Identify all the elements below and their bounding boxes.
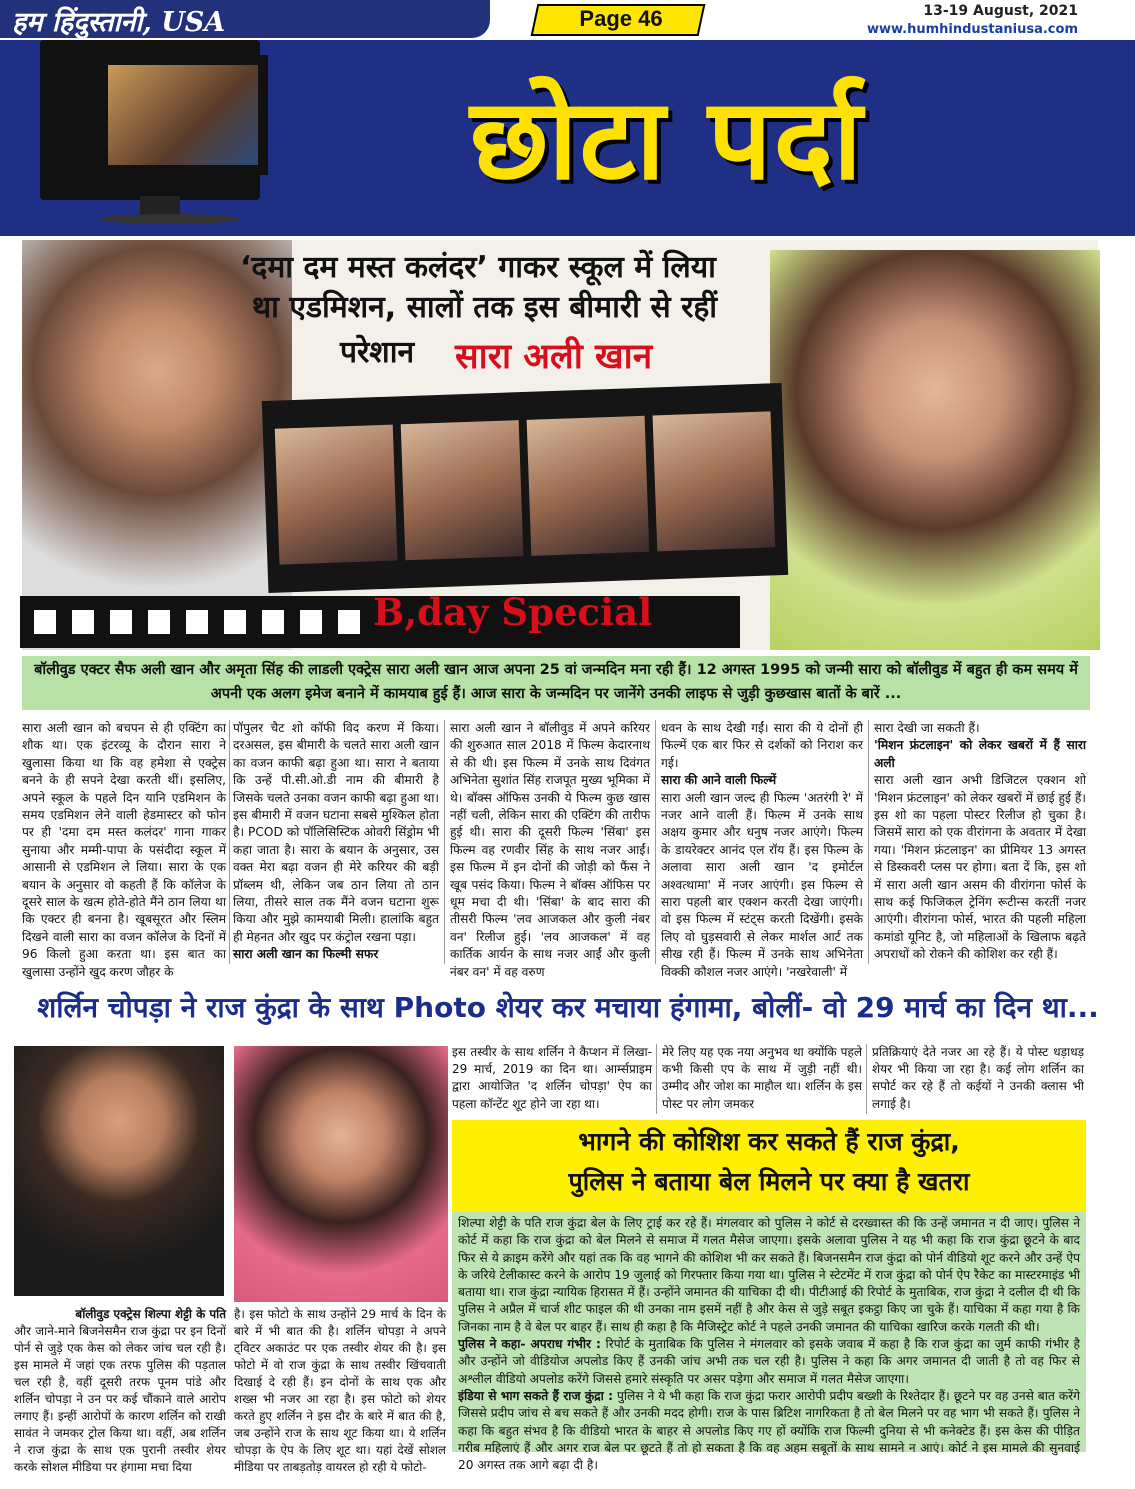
- story2-column-5: प्रतिक्रियाएं देते नजर आ रहे हैं। ये पोस्ट धड़ाधड़ शेयर भी किया जा रहा है। कई लोग शर्लिन का सपोर्ट कर रहे हैं तो कईयों ने उनकी क्लास भी लगाई है।: [872, 1045, 1084, 1111]
- story3-paragraph-1: शिल्पा शेट्टी के पति राज कुंद्रा बेल के लिए ट्राई कर रहे हैं। मंगलवार को पुलिस ने कोर्ट से दरख्वास्त की कि उन्हें जमानत न दी जाए। पुलिस ने कोर्ट में कहा कि राज कुंद्रा को बेल मिलने से समाज में गलत मैसेज जाएगा। इसके अलावा पुलिस ने यह भी कहा कि राज कुंद्रा छूटने के बाद फिर से ये क्राइम करेंगे और यहां तक कि वह भागने की कोशिश भी कर सकते हैं। बिजनसमैन राज कुंद्रा को पोर्न वीडियो शूट करने और उन्हें ऐप के जरिये टेलीकास्ट करने के आरोप 19 जुलाई को गिरफ्तार किया गया था। पुलिस ने स्टेटमेंट में राज कुंद्रा को पोर्न ऐप रैकेट का मास्टरमाइंड भी बताया था। राज कुंद्रा न्यायिक हिरासत में हैं। उन्होंने जमानत की याचिका दी थी। पीटीआई की रिपोर्ट के मुताबिक, राज कुंद्रा ने दलील दी थी कि पुलिस ने अप्रैल में चार्ज शीट फाइल की थी उनका नाम इसमें नहीं है और केस से जुड़े सबूत इकट्ठा किए जा चुके हैं। याचिका में कहा गया है कि जिनका नाम है वे बेल पर बाहर हैं। साथ ही कहा है कि मैजिस्ट्रेट कोर्ट ने पहले उनकी जमानत की याचिका खारिज करके गलती की थी।: [458, 1216, 1080, 1334]
- story2-column-4: मेरे लिए यह एक नया अनुभव था क्योंकि पहले कभी किसी एप के साथ में जुड़ी नहीं थी। उम्मीद और जोश का माहौल था। शर्लिन के इस पोस्ट पर लोग जमकर: [662, 1045, 862, 1111]
- story3-paragraph-2: [458, 1336, 1080, 1388]
- paragraph-text: पुलिस ने ये भी कहा कि राज कुंद्रा फरार आरोपी प्रदीप बख्शी के रिश्तेदार हैं। छूटने पर वह उनसे बात करेंगे जिससे प्रदीप जांच से बच सकते हैं और उनकी मदद होगी। राज के पास ब्रिटिश नागरिकता है तो बेल मिलने पर वह भाग भी सकते हैं। पुलिस ने कहा कि बहुत संभव है कि वीडियो भारत के बाहर से अपलोड किए गए हों क्योंकि राज फिल्मी दुनिया से भी कनेक्टेड हैं। इस केस की पीड़ित गरीब महिलाएं हैं और अगर राज बेल पर छूटते हैं तो हो सकता है कि वह अहम सबूतों के साथ सामने न आएं। कोर्ट ने इस मामले की सुनवाई 20 अगस्त तक आगे बढ़ा दी है।: [458, 1388, 1080, 1473]
- film-frame: [401, 420, 524, 560]
- feature-intro: बॉलीवुड एक्टर सैफ अली खान और अमृता सिंह की लाडली एक्ट्रेस सारा अली खान आज अपना 25 वां जन्मदिन मना रही हैं। 12 अगस्त 1995 को जन्मी सारा को बॉलीवुड में बहुत ही कम समय में अपनी एक अलग इमेज बनाने में कामयाब हुई हैं। आज सारा के जन्मदिन पर जानेंगे उनकी लाइफ से जुड़ी कुछखास बातों के बारें ...: [22, 656, 1090, 710]
- tv-base: [100, 214, 240, 224]
- page-number: Page 46: [579, 6, 663, 31]
- story2-headline: शर्लिन चोपड़ा ने राज कुंद्रा के साथ Photo शेयर कर मचाया हंगामा, बोलीं- वो 29 मार्च का दिन था...: [37, 991, 1099, 1024]
- feature-column-3: सारा अली खान ने बॉलीवुड में अपने करियर की शुरुआत साल 2018 में फिल्म केदारनाथ से की थी। इस फिल्म में उनके साथ दिवंगत अभिनेता सुशांत सिंह राजपूत मुख्य भूमिका में थे। बॉक्स ऑफिस उनकी ये फिल्म कुछ खास नहीं चली, लेकिन सारा की एक्टिंग की तारीफ हुई थी। सारा की दूसरी फिल्म 'सिंबा' इस फिल्म वह रणवीर सिंह के साथ नजर आईं। इस फिल्म में इन दोनों की जोड़ी को फैंस ने खूब पसंद किया। फिल्म ने बॉक्स ऑफिस पर धूम मचा दी थी। 'सिंबा' के बाद सारा की तीसरी फिल्म 'लव आजकल और कुली नंबर वन' रिलीज हुई। 'लव आजकल' में वह कार्तिक आर्यन के साथ नजर आईं और कुली नंबर वन' में वह वरुण: [450, 721, 650, 979]
- column-text: पॉपुलर चैट शो कॉफी विद करण में किया। दरअसल, इस बीमारी के चलते सारा अली खान का वजन काफी बढ़ा हुआ था। सारा ने बताया कि उन्हें पी.सी.ओ.डी नाम की बीमारी है जिसके चलते उनका वजन काफी बढ़ा हुआ था। इस बीमारी में वजन घटाना सबसे मुश्किल होता है। PCOD को पॉलिसिस्टिक ओवरी सिंड्रोम भी कहा जाता है। सारा के बयान के अनुसार, उस वक्त मेरा बढ़ा वजन ही मेरे करियर की बड़ी प्रॉब्लम थी, लेकिन जब ठान लिया तो ठान लिया, तीसरे साल तक मैंने वजन घटाना शुरू किया और मुझे कामयाबी मिली। हालांकि बहुत ही मेहनत और खुद पर कंट्रोल रखना पड़ा।: [233, 721, 439, 944]
- column-text: सारा अली खान जल्द ही फिल्म 'अतरंगी रे' में नजर आने वाली हैं। फिल्म में उनके साथ अक्षय कुमार और धनुष नजर आएंगे। फिल्म के डायरेक्टर आनंद एल रॉय हैं। इस फिल्म के अलावा सारा अली खान 'द इमोर्टल अश्वत्थामा' में नजर आएंगी। इस फिल्म से सारा पहली बार एक्शन करती देखा जाएंगी। वो इस फिल्म में स्टंट्स करती दिखेंगी। इसके लिए वो घुड़सवारी से लेकर मार्शल आर्ट तक सीख रही हैं। फिल्म में उनके साथ अभिनेता विक्की कौशल नजर आएंगे। 'नखरेवाली' में: [661, 790, 863, 979]
- masthead-brand: हम हिंदुस्तानी, USA: [0, 0, 490, 38]
- column-subheading: सारा अली खान का फिल्मी सफर: [233, 947, 379, 962]
- film-frame: [527, 416, 650, 556]
- section-title: छोटा पर्दा: [470, 75, 865, 205]
- headline-line-3: परेशान: [340, 335, 415, 370]
- column-text: सारा देखी जा सकती हैं।: [874, 721, 980, 735]
- issue-date: 13-19 August, 2021: [923, 3, 1078, 19]
- paragraph-text: रिपोर्ट के मुताबिक कि पुलिस ने मंगलवार को इसके जवाब में कहा है कि राज कुंद्रा का जुर्म काफी गंभीर है और उन्होंने जो वीडियोज अपलोड किए हैं उनकी जांच अभी तक चल रही है। पुलिस ने कहा कि अगर जमानत दी जाती है तो वह फिर से अश्लील वीडियो अपलोड करेंगे जिससे हमारे संस्कृति पर असर पड़ेगा और समाज में गलत मैसेज जाएगा।: [458, 1337, 1081, 1386]
- story3-body: [452, 1212, 1086, 1473]
- photo-sherlyn-chopra: [234, 1046, 448, 1302]
- story2-column-1: [14, 1306, 226, 1476]
- story3-headline-line-2: पुलिस ने बताया बेल मिलने पर क्या है खतरा: [568, 1167, 970, 1196]
- headline-line-1: ‘दमा दम मस्त कलंदर’ गाकर स्कूल में लिया: [240, 250, 716, 285]
- film-reel-collage: [262, 383, 788, 593]
- film-frame: [653, 411, 776, 551]
- story3-headline: [452, 1122, 1086, 1202]
- feature-column-2: [233, 720, 439, 964]
- feature-column-1: सारा अली खान को बचपन से ही एक्टिंग का शौक था। एक इंटरव्यू के दौरान सारा ने खुलासा किया था कि वह हमेशा से एक्ट्रेस बनने के ही सपने देखा करती थीं। इसलिए, अपने स्कूल के पहले दिन यानि एडमिशन के समय एडमिशन लेने वाली हेडमास्टर को फोन पर ही 'दमा दम मस्त कलंदर' गाना गाकर सुनाया और मम्मी-पापा के पसंदीदा स्कूल में आसानी से एडमिशन ले लिया। सारा के एक बयान के अनुसार वो कहती हैं कि कॉलेज के दूसरे साल के खत्म होते-होते मैंने ठान लिया था कि एक्टर ही बनना है। खूबसूरत और स्लिम दिखने वाली सारा का वजन कॉलेज के दिनों में 96 किलो हुआ करता था। इस बात का खुलासा उन्होंने खुद करण जौहर के: [22, 721, 226, 979]
- feature-column-4: [661, 720, 863, 981]
- photo-raj-kundra: [14, 1046, 224, 1296]
- column-text: और जाने-माने बिजनेसमैन राज कुंद्रा पर इन दिनों पोर्न से जुड़े एक केस को लेकर जांच चल रही है। इस मामले में जहां एक तरफ पुलिस की पड़ताल चल रही है, वहीं दूसरी तरफ पूनम पांडे और शर्लिन चोपड़ा ने उन पर कई चौंकाने वाले आरोप लगाए हैं। इन्हीं आरोपों के कारण शर्लिन को राखी सावंत ने जमकर ट्रोल किया था। वहीं, अब शर्लिन ने राज कुंद्रा के साथ एक पुरानी तस्वीर शेयर करके सोशल मीडिया पर हंगामा मचा दिया: [14, 1324, 226, 1474]
- bday-special-label: B,day Special: [373, 590, 653, 634]
- column-subheading: 'मिशन फ्रंटलाइन' को लेकर खबरों में हैं सारा अली: [874, 738, 1086, 770]
- column-subheading: सारा की आने वाली फिल्में: [661, 773, 777, 788]
- story3-headline-line-1: भागने की कोशिश कर सकते हैं राज कुंद्रा,: [578, 1127, 960, 1156]
- headline-line-2: था एडमिशन, सालों तक इस बीमारी से रहीं: [252, 290, 718, 325]
- website-link[interactable]: www.humhindustaniusa.com: [866, 22, 1078, 37]
- story2-column-2: है। इस फोटो के साथ उन्होंने 29 मार्च के दिन के बारे में भी बात की है। शर्लिन चोपड़ा ने अपने ट्विटर अकाउंट पर एक तस्वीर शेयर की है। इस फोटो में वो राज कुंद्रा के साथ तस्वीर खिंचवाती दिखाई दे रही हैं। इन दोनों के साथ एक और शख्स भी नजर आ रहा है। इस फोटो को शेयर करते हुए शर्लिन ने इस दौर के बारे में बात की है, जब उन्होंने राज के साथ शूट किया था। ये शर्लिन चोपड़ा के ऐप के लिए शूट था। यहां देखें सोशल मीडिया पर ताबड़तोड़ वायरल हो रही ये फोटो-: [234, 1307, 446, 1474]
- caption-lead: बॉलीवुड एक्ट्रेस शिल्पा शेट्टी के पति: [75, 1307, 226, 1321]
- film-frame: [275, 425, 398, 565]
- feature-column-5: [874, 720, 1086, 964]
- column-text: धवन के साथ देखी गईं। सारा की ये दोनों ही फिल्में एक बार फिर से दर्शकों को निराश कर गई।: [661, 721, 863, 770]
- paragraph-lead: इंडिया से भाग सकते हैं राज कुंद्रा :: [458, 1388, 613, 1403]
- paragraph-lead: पुलिस ने कहा- अपराध गंभीर :: [458, 1337, 601, 1352]
- feature-name: सारा अली खान: [455, 337, 653, 377]
- column-text: सारा अली खान अभी डिजिटल एक्शन शो 'मिशन फ्रंटलाइन' को लेकर खबरों में छाई हुई हैं। इस शो का पहला पोस्टर रिलीज हो चुका है। जिसमें सारा को एक वीरांगना के अवतार में देखा गया। 'मिशन फ्रंटलाइन' का प्रीमियर 13 अगस्त से डिस्कवरी प्लस पर होगा। बता दें कि, इस शो में सारा अली खान असम की वीरांगना फोर्स के साथ कई फिजिकल ट्रेनिंग रूटीन्स करतीं नजर आएंगी। वीरांगना फोर्स, भारत की पहली महिला कमांडो यूनिट है, जो महिलाओं के खिलाफ बढ़ते अपराधों को रोकने की कोशिश कर रही हैं।: [874, 773, 1086, 962]
- story3-paragraph-3: [458, 1388, 1080, 1474]
- feature-headline: [240, 248, 856, 328]
- tv-screen-image: [98, 55, 268, 175]
- story2-column-3: इस तस्वीर के साथ शर्लिन ने कैप्शन में लिखा- 29 मार्च, 2019 का दिन था। आर्म्सप्राइम द्वारा आयोजित 'द शर्लिन चोपड़ा' ऐप का पहला कॉन्टेंट शूट होने जा रहा था।: [452, 1045, 652, 1111]
